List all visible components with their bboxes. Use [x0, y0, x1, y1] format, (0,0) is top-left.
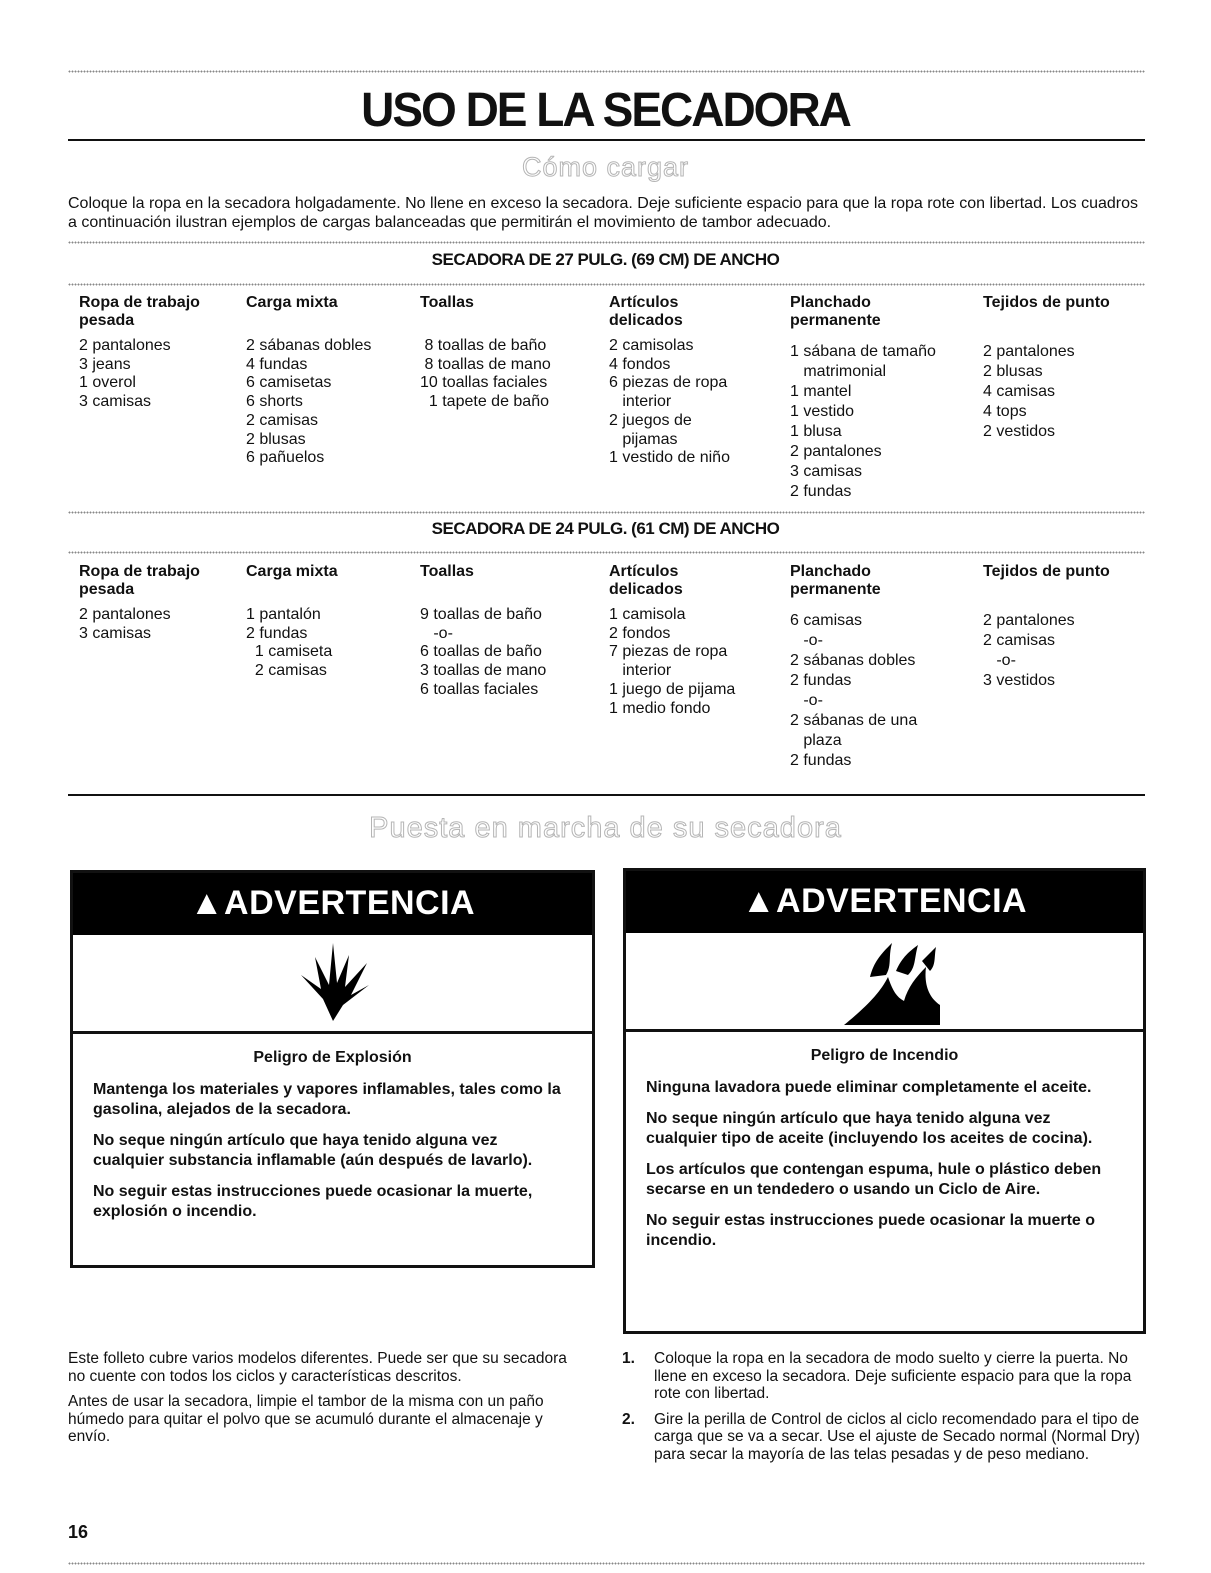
column-header-line: pesada	[79, 312, 135, 329]
warning-paragraph: No seguir estas instrucciones puede ocasionar la muerte, explosión o incendio.	[93, 1183, 533, 1220]
column-header	[983, 563, 1163, 581]
column-item: 2 pantalones	[983, 612, 1075, 629]
column-items	[983, 342, 1163, 442]
column-header-line: delicados	[609, 581, 683, 598]
column-header-line: Planchado	[790, 294, 871, 311]
column-item: 2 fundas	[790, 672, 852, 689]
body-paragraph: Antes de usar la secadora, limpie el tambor de la misma con un paño húmedo para quitar el polvo que se acumuló durante el almacenaje y envío.	[68, 1393, 544, 1445]
column-header	[246, 294, 426, 312]
column-item: 2 sábanas de una	[790, 712, 918, 729]
column-item: 1 camiseta	[246, 643, 333, 661]
explosion-icon	[293, 939, 373, 1025]
column-items	[609, 337, 789, 468]
table-divider	[68, 511, 1145, 514]
warning-paragraph: No seguir estas instrucciones puede ocasionar la muerte o incendio.	[646, 1212, 1096, 1249]
column-item: 6 toallas de baño	[420, 643, 542, 661]
column-item: pijamas	[609, 430, 678, 448]
column-item: -o-	[790, 632, 823, 649]
column-item: 2 blusas	[246, 430, 306, 448]
column-item: 3 camisas	[79, 624, 152, 642]
warning-paragraph: Mantenga los materiales y vapores inflamables, tales como la gasolina, alejados de la secadora.	[93, 1081, 561, 1118]
warning-banner: ▲ADVERTENCIA	[626, 871, 1143, 933]
column-header	[420, 563, 600, 581]
warning-box-fire	[623, 868, 1146, 1334]
column-header-line: Artículos	[609, 563, 679, 580]
column-header-line: delicados	[609, 312, 683, 329]
step-number: 2.	[622, 1410, 635, 1428]
table-column	[983, 294, 1163, 442]
column-item: 6 camisas	[790, 612, 863, 629]
fire-icon	[836, 937, 946, 1027]
column-items	[983, 611, 1163, 691]
column-header-line: Carga mixta	[246, 294, 338, 311]
column-item: 3 camisas	[79, 393, 152, 411]
hazard-title: Peligro de Incendio	[810, 1047, 959, 1064]
column-item: 1 medio fondo	[609, 699, 711, 717]
column-item: 4 tops	[983, 403, 1027, 420]
column-item: matrimonial	[790, 363, 887, 380]
column-item: 1 camisola	[609, 606, 686, 623]
column-header-line: Toallas	[420, 563, 474, 580]
column-header-line: Ropa de trabajo	[79, 563, 200, 580]
column-items	[79, 606, 259, 643]
table-divider	[68, 551, 1145, 554]
column-item: 2 fundas	[246, 624, 308, 642]
table-column	[790, 563, 970, 771]
column-item: 2 sábanas dobles	[246, 337, 372, 354]
column-item: 4 fondos	[609, 355, 671, 373]
column-header-line: Toallas	[420, 294, 474, 311]
body-left	[68, 1350, 578, 1454]
column-header-line: Carga mixta	[246, 563, 338, 580]
column-item: 3 vestidos	[983, 672, 1056, 689]
page-number: 16	[68, 1522, 89, 1542]
step-text: Gire la perilla de Control de ciclos al ciclo recomendado para el tipo de carga que se va a secar. Use el ajuste de Secado normal (Normal Dry) para secar la mayoría de las telas pesadas y de peso mediano.	[654, 1410, 1140, 1463]
column-item: interior	[609, 393, 672, 411]
warning-box-explosion	[70, 870, 595, 1268]
column-item: 2 camisas	[983, 632, 1056, 649]
bottom-divider	[68, 1562, 1145, 1565]
section-rule	[68, 794, 1145, 796]
table-column	[420, 563, 600, 700]
column-item: 4 fundas	[246, 355, 308, 373]
column-item: 2 pantalones	[790, 443, 882, 460]
column-header-line: permanente	[790, 312, 881, 329]
warning-banner: ▲ADVERTENCIA	[73, 873, 592, 935]
warning-paragraph: No seque ningún artículo que haya tenido alguna vez cualquier tipo de aceite (incluyendo los aceites de cocina).	[646, 1110, 1093, 1147]
column-item: 10 toallas faciales	[420, 374, 548, 392]
column-item: 8 toallas de mano	[420, 355, 551, 373]
section-heading-loading: Cómo cargar	[521, 152, 690, 182]
column-item: 6 piezas de ropa	[609, 374, 728, 392]
section-heading-start: Puesta en marcha de su secadora	[369, 812, 842, 844]
explosion-icon-panel	[73, 935, 592, 1034]
column-item: 2 blusas	[983, 363, 1043, 380]
column-header-line: Ropa de trabajo	[79, 294, 200, 311]
column-item: 6 pañuelos	[246, 449, 325, 467]
column-item: 2 pantalones	[983, 343, 1075, 360]
column-item: 1 juego de pijama	[609, 680, 736, 698]
table-column	[983, 563, 1163, 691]
column-item: 6 shorts	[246, 393, 303, 411]
column-items	[609, 606, 789, 718]
column-item: 6 camisetas	[246, 374, 332, 392]
step-number: 1.	[622, 1350, 635, 1367]
column-items	[79, 337, 259, 412]
column-header	[609, 563, 789, 599]
step-text: Coloque la ropa en la secadora de modo suelto y cierre la puerta. No llene en exceso la secadora. Deje suficiente espacio para que la ropa rote con libertad.	[654, 1350, 1132, 1402]
column-item: 2 camisas	[246, 662, 327, 680]
column-item: -o-	[790, 692, 823, 709]
column-item: 1 mantel	[790, 383, 852, 400]
column-header-line: pesada	[79, 581, 135, 598]
column-item: 6 toallas faciales	[420, 680, 539, 698]
step-item	[622, 1350, 1142, 1403]
column-item: 2 pantalones	[79, 337, 171, 354]
warning-paragraph: No seque ningún artículo que haya tenido alguna vez cualquier substancia inflamable (aún después de lavarlo).	[93, 1132, 533, 1169]
column-items	[420, 606, 600, 700]
column-items	[790, 342, 970, 502]
table-24-title: SECADORA DE 24 PULG. (61 CM) DE ANCHO	[431, 519, 780, 538]
column-item: 1 blusa	[790, 423, 842, 440]
title-rule	[68, 139, 1145, 141]
column-item: 3 toallas de mano	[420, 662, 547, 680]
column-header	[983, 294, 1163, 312]
column-item: 2 pantalones	[79, 606, 171, 623]
body-paragraph: Este folleto cubre varios modelos diferentes. Puede ser que su secadora no cuente con todos los ciclos y características descritos.	[68, 1350, 567, 1385]
column-item: 2 camisas	[246, 411, 319, 429]
column-header-line: Tejidos de punto	[983, 563, 1110, 580]
table-27-title: SECADORA DE 27 PULG. (69 CM) DE ANCHO	[431, 250, 780, 269]
column-item: 2 camisolas	[609, 337, 694, 354]
hazard-title: Peligro de Explosión	[253, 1049, 412, 1066]
column-item: 2 sábanas dobles	[790, 652, 916, 669]
column-item: 1 vestido de niño	[609, 449, 730, 467]
top-divider	[68, 70, 1145, 73]
column-header	[790, 294, 970, 330]
column-header	[609, 294, 789, 330]
column-header	[79, 563, 259, 599]
column-item: 8 toallas de baño	[420, 337, 547, 354]
column-item: 1 pantalón	[246, 606, 321, 623]
column-header-line: Tejidos de punto	[983, 294, 1110, 311]
warning-paragraph: Los artículos que contengan espuma, hule o plástico deben secarse en un tendedero o usando un Ciclo de Aire.	[646, 1161, 1102, 1198]
column-item: 2 fondos	[609, 624, 671, 642]
column-items	[246, 337, 426, 468]
column-items	[790, 611, 970, 771]
column-header-line: permanente	[790, 581, 881, 598]
table-column	[420, 294, 600, 412]
column-item: plaza	[790, 732, 842, 749]
table-column	[79, 294, 259, 412]
column-item: 2 fundas	[790, 752, 852, 769]
column-header	[790, 563, 970, 599]
column-item: 1 sábana de tamaño	[790, 343, 936, 360]
table-column	[609, 294, 789, 468]
column-items	[420, 337, 600, 412]
column-item: 2 vestidos	[983, 423, 1056, 440]
column-item: 9 toallas de baño	[420, 606, 542, 623]
page-title: USO DE LA SECADORA	[361, 81, 850, 137]
table-column	[79, 563, 259, 643]
column-item: 2 fundas	[790, 483, 852, 500]
column-header-line: Planchado	[790, 563, 871, 580]
column-header	[420, 294, 600, 312]
column-item: -o-	[983, 652, 1016, 669]
column-item: 3 camisas	[790, 463, 863, 480]
column-item: 1 overol	[79, 374, 136, 392]
warning-triangle-icon: ▲	[189, 884, 225, 922]
table-divider	[68, 241, 1145, 244]
table-divider	[68, 283, 1145, 286]
table-column	[790, 294, 970, 502]
column-item: 7 piezas de ropa	[609, 643, 728, 661]
column-item: 1 tapete de baño	[420, 393, 549, 411]
column-item: 4 camisas	[983, 383, 1056, 400]
column-header	[246, 563, 426, 581]
table-column	[246, 563, 426, 681]
table-column	[609, 563, 789, 718]
fire-icon-panel	[626, 933, 1143, 1032]
warning-triangle-icon: ▲	[741, 882, 777, 920]
column-header-line: Artículos	[609, 294, 679, 311]
column-item: -o-	[420, 624, 453, 642]
table-column	[246, 294, 426, 468]
warning-paragraph: Ninguna lavadora puede eliminar completamente el aceite.	[646, 1079, 1092, 1096]
step-item	[622, 1411, 1142, 1464]
column-item: 2 juegos de	[609, 411, 692, 429]
column-item: 3 jeans	[79, 355, 131, 373]
column-item: interior	[609, 662, 672, 680]
steps-list	[622, 1350, 1142, 1471]
column-items	[246, 606, 426, 681]
column-header	[79, 294, 259, 330]
loading-intro: Coloque la ropa en la secadora holgadamente. No llene en exceso la secadora. Deje suficiente espacio para que la ropa rote con libertad. Los cuadros a continuación ilustran ejemplos de cargas balanceadas que permitirán el movimiento de tambor adecuado.	[68, 195, 1139, 231]
column-item: 1 vestido	[790, 403, 855, 420]
